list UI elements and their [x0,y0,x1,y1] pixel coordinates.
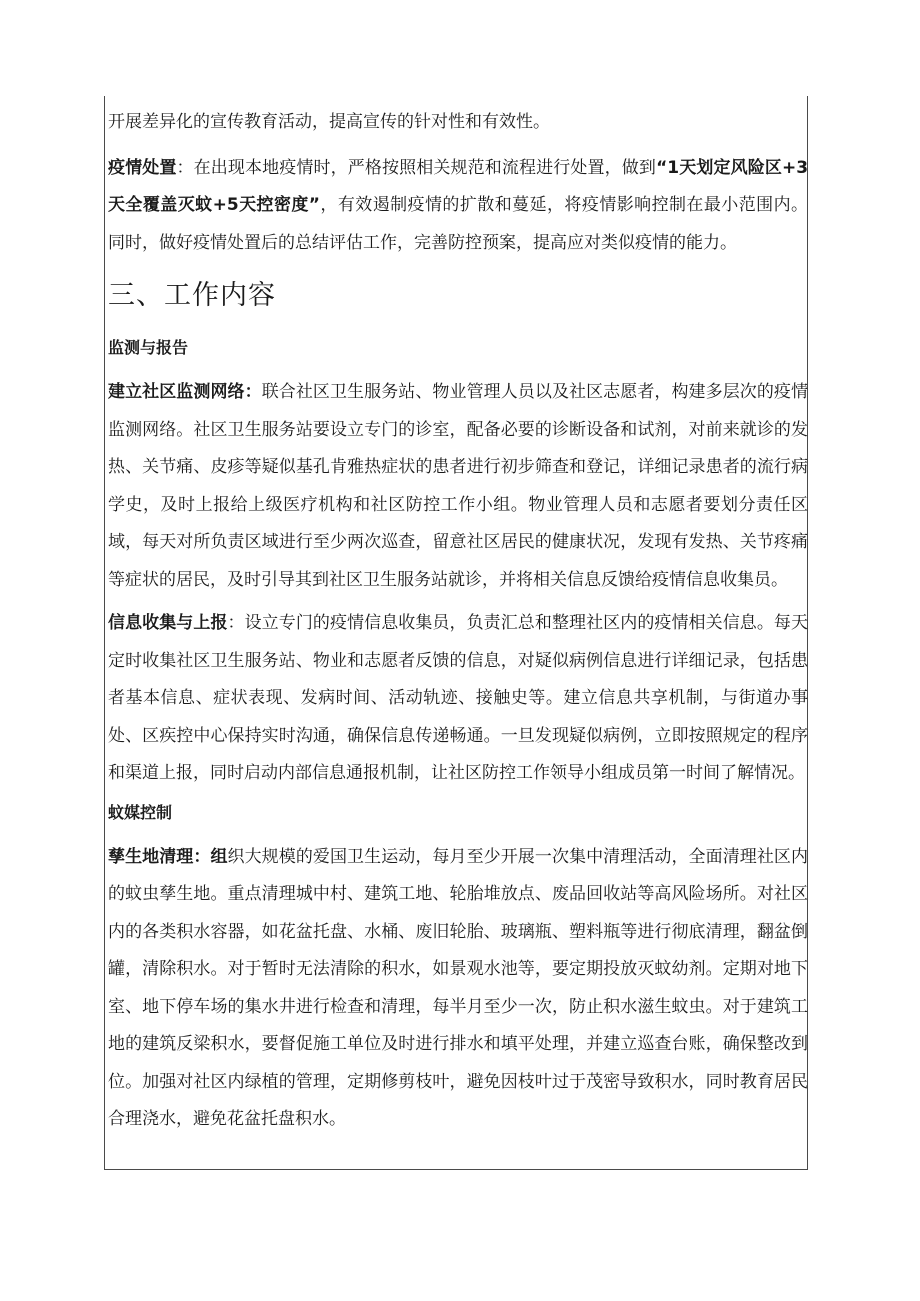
document-body [108,104,808,1139]
outbreak-text-after: ，有效遏制疫情的扩散和蔓延，将疫情影响控制在最小范围内。同时，做好疫情处置后的总结评估工作，完善防控预案，提高应对类似疫情的能力。 [108,195,809,253]
intro-tail-text: 开展差异化的宣传教育活动，提高宣传的针对性和有效性。 [108,112,550,132]
breeding-paragraph [108,839,808,1139]
network-paragraph [108,374,808,599]
breeding-text: 织大规模的爱国卫生运动，每月至少开展一次集中清理活动，全面清理社区内的蚊虫孳生地。重点清理城中村、建筑工地、轮胎堆放点、废品回收站等高风险场所。对社区内的各类积水容器，如花盆托盘、水桶、废旧轮胎、玻璃瓶、塑料瓶等进行彻底清理，翻盆倒罐，清除积水。对于暂时无法清除的积水，如景观水池等，要定期投放灭蚊幼剂。定期对地下室、地下停车场的集水井进行检查和清理，每半月至少一次，防止积水滋生蚊虫。对于建筑工地的建筑反梁积水，要督促施工单位及时进行排水和填平处理，并建立巡查台账，确保整改到位。加强对社区内绿植的管理，定期修剪枝叶，避免因枝叶过于茂密导致积水，同时教育居民合理浇水，避免花盆托盘积水。 [108,846,809,1129]
breeding-label: 孳生地清理：组 [108,846,228,867]
section-heading: 三、工作内容 [108,280,276,311]
outbreak-highlight: “1天划定风险区+3天全覆盖灭蚊+5天控密度” [108,157,809,215]
info-paragraph [108,605,808,793]
network-text: 联合社区卫生服务站、物业管理人员以及社区志愿者，构建多层次的疫情监测网络。社区卫生服务站要设立专门的诊室，配备必要的诊断设备和试剂，对前来就诊的发热、关节痛、皮疹等疑似基孔肯雅热症状的患者进行初步筛查和登记，详细记录患者的流行病学史，及时上报给上级医疗机构和社区防控工作小组。物业管理人员和志愿者要划分责任区域，每天对所负责区域进行至少两次巡查，留意社区居民的健康状况，发现有发热、关节疼痛等症状的居民，及时引导其到社区卫生服务站就诊，并将相关信息反馈给疫情信息收集员。 [108,382,809,590]
intro-tail-paragraph [108,104,808,142]
monitoring-subheading: 监测与报告 [108,338,189,357]
info-label: 信息收集与上报 [108,613,228,633]
outbreak-paragraph [108,150,808,263]
vector-subheading: 蚊媒控制 [108,802,173,822]
outbreak-label: 疫情处置 [108,157,177,178]
outbreak-text-before: ：在出现本地疫情时，严格按照相关规范和流程进行处置，做到 [176,157,657,178]
network-label: 建立社区监测网络： [108,382,262,402]
info-text: ：设立专门的疫情信息收集员，负责汇总和整理社区内的疫情相关信息。每天定时收集社区卫生服务站、物业和志愿者反馈的信息，对疑似病例信息进行详细记录，包括患者基本信息、症状表现、发病时间、活动轨迹、接触史等。建立信息共享机制，与街道办事处、区疾控中心保持实时沟通，确保信息传递畅通。一旦发现疑似病例，立即按照规定的程序和渠道上报，同时启动内部信息通报机制，让社区防控工作领导小组成员第一时间了解情况。 [108,613,809,783]
